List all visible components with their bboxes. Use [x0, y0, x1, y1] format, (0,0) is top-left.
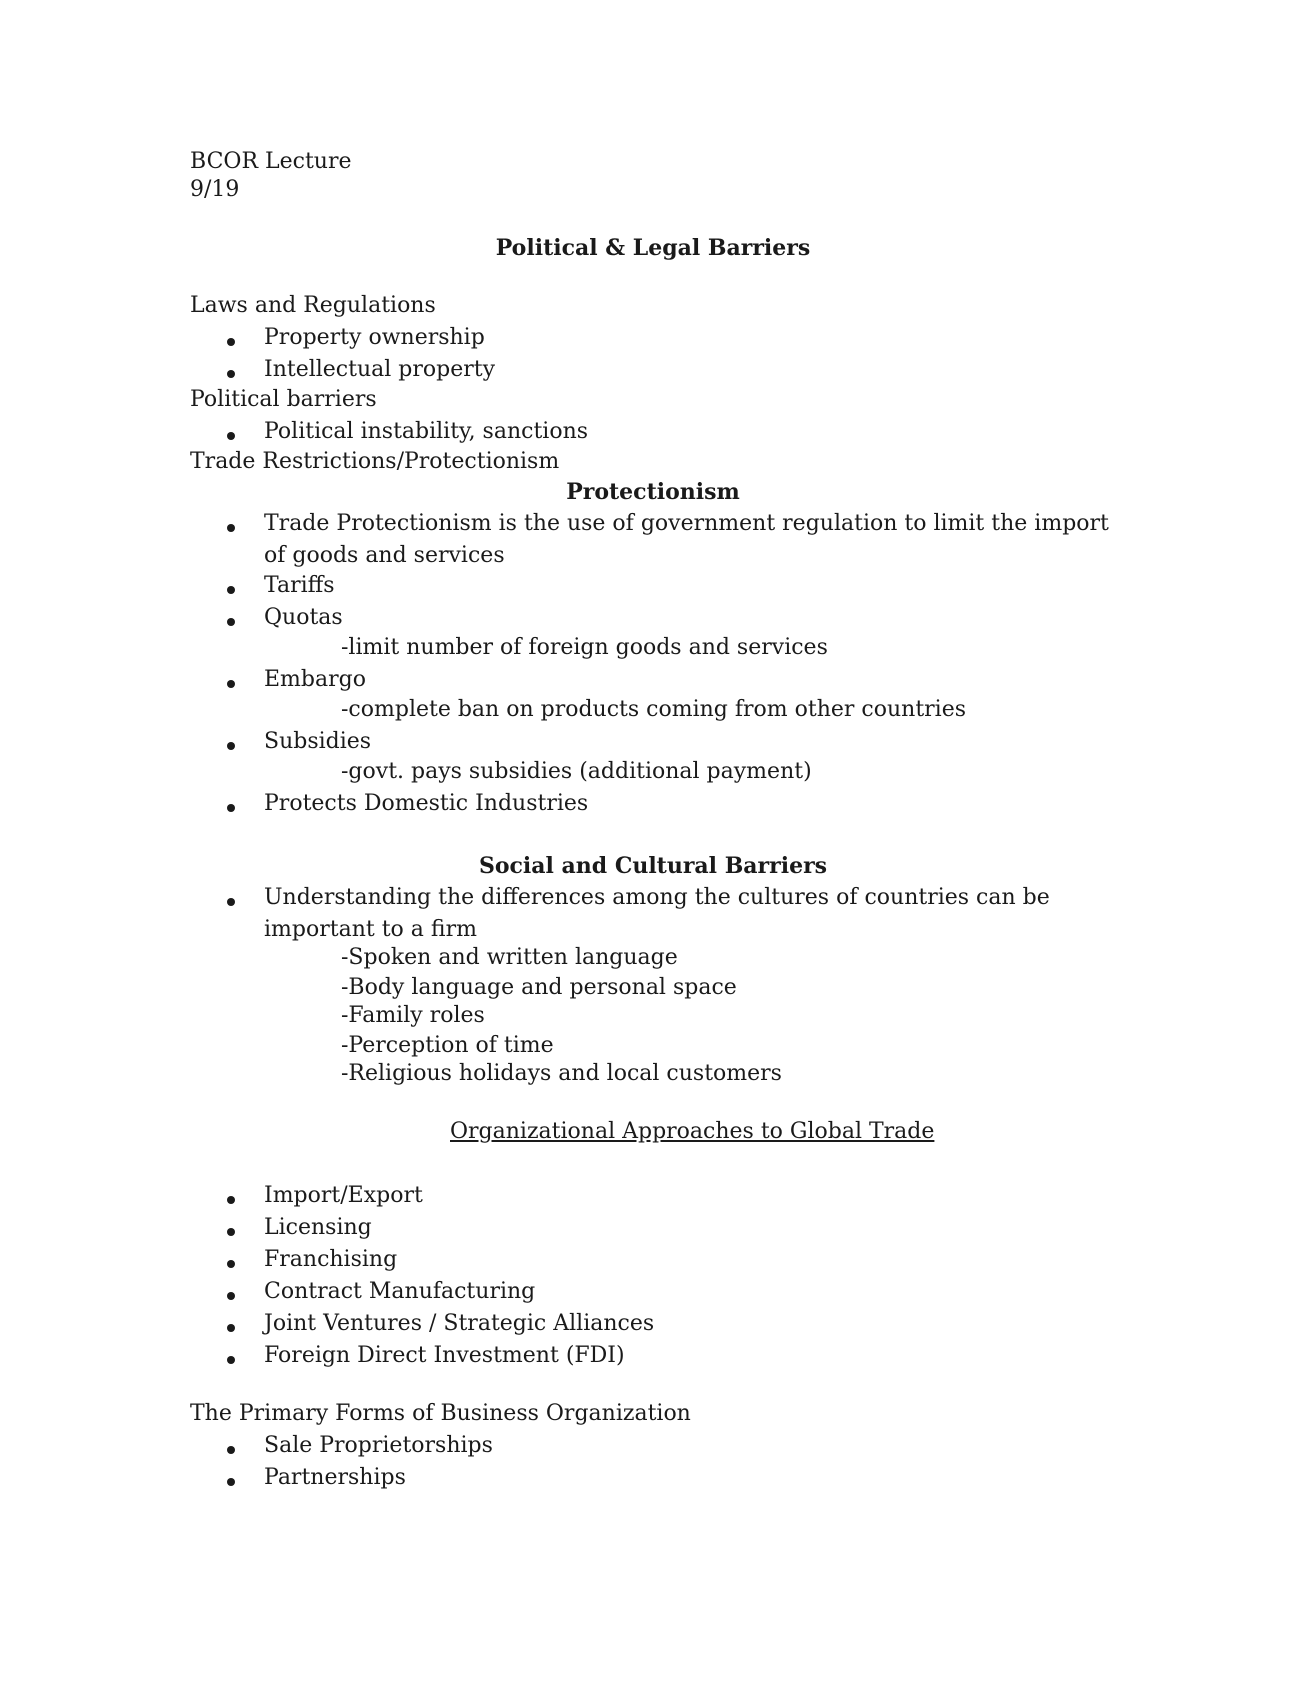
course-title: BCOR Lecture [190, 149, 352, 174]
list-item: Political instability, sanctions [264, 419, 589, 444]
sub-note: -govt. pays subsidies (additional payment) [341, 759, 812, 784]
sub-note: -Religious holidays and local customers [341, 1061, 782, 1086]
sub-note: -complete ban on products coming from other countries [341, 697, 967, 722]
business-forms-label: The Primary Forms of Business Organization [190, 1401, 691, 1426]
section-heading-org-approaches: Organizational Approaches to Global Trade [450, 1119, 935, 1144]
list-item: Understanding the differences among the cultures of countries can be [264, 885, 1050, 910]
list-item: Licensing [264, 1215, 372, 1240]
bullet-icon [224, 1356, 238, 1364]
sub-note: -Family roles [341, 1003, 485, 1028]
sub-note: -Body language and personal space [341, 975, 737, 1000]
lecture-date: 9/19 [190, 177, 240, 202]
list-item: Franchising [264, 1247, 398, 1272]
list-item-continuation: of goods and services [264, 543, 505, 568]
list-item: Trade Protectionism is the use of government regulation to limit the import [264, 511, 1109, 536]
bullet-icon [224, 432, 238, 440]
bullet-icon [224, 586, 238, 594]
bullet-icon [224, 370, 238, 378]
section-heading-social-cultural: Social and Cultural Barriers [478, 853, 828, 879]
bullet-icon [224, 680, 238, 688]
political-label: Political barriers [190, 387, 377, 412]
section-heading-political-legal: Political & Legal Barriers [495, 235, 811, 261]
list-item: Quotas [264, 605, 343, 630]
list-item: Intellectual property [264, 357, 496, 382]
list-item: Subsidies [264, 729, 372, 754]
bullet-icon [224, 1446, 238, 1454]
bullet-icon [224, 1324, 238, 1332]
laws-label: Laws and Regulations [190, 293, 436, 318]
bullet-icon [224, 1196, 238, 1204]
list-item: Foreign Direct Investment (FDI) [264, 1343, 625, 1368]
list-item: Tariffs [264, 573, 335, 598]
list-item: Contract Manufacturing [264, 1279, 536, 1304]
trade-label: Trade Restrictions/Protectionism [190, 449, 560, 474]
section-heading-protectionism: Protectionism [566, 479, 740, 505]
bullet-icon [224, 1292, 238, 1300]
bullet-icon [224, 898, 238, 906]
bullet-icon [224, 1260, 238, 1268]
list-item: Joint Ventures / Strategic Alliances [264, 1311, 655, 1336]
list-item: Sale Proprietorships [264, 1433, 493, 1458]
bullet-icon [224, 1228, 238, 1236]
list-item-continuation: important to a firm [264, 917, 477, 942]
sub-note: -Perception of time [341, 1033, 554, 1058]
sub-note: -Spoken and written language [341, 945, 678, 970]
list-item: Import/Export [264, 1183, 423, 1208]
list-item: Partnerships [264, 1465, 406, 1490]
bullet-icon [224, 1478, 238, 1486]
sub-note: -limit number of foreign goods and services [341, 635, 828, 660]
bullet-icon [224, 618, 238, 626]
bullet-icon [224, 804, 238, 812]
bullet-icon [224, 524, 238, 532]
bullet-icon [224, 338, 238, 346]
list-item: Protects Domestic Industries [264, 791, 589, 816]
list-item: Property ownership [264, 325, 485, 350]
bullet-icon [224, 742, 238, 750]
list-item: Embargo [264, 667, 366, 692]
